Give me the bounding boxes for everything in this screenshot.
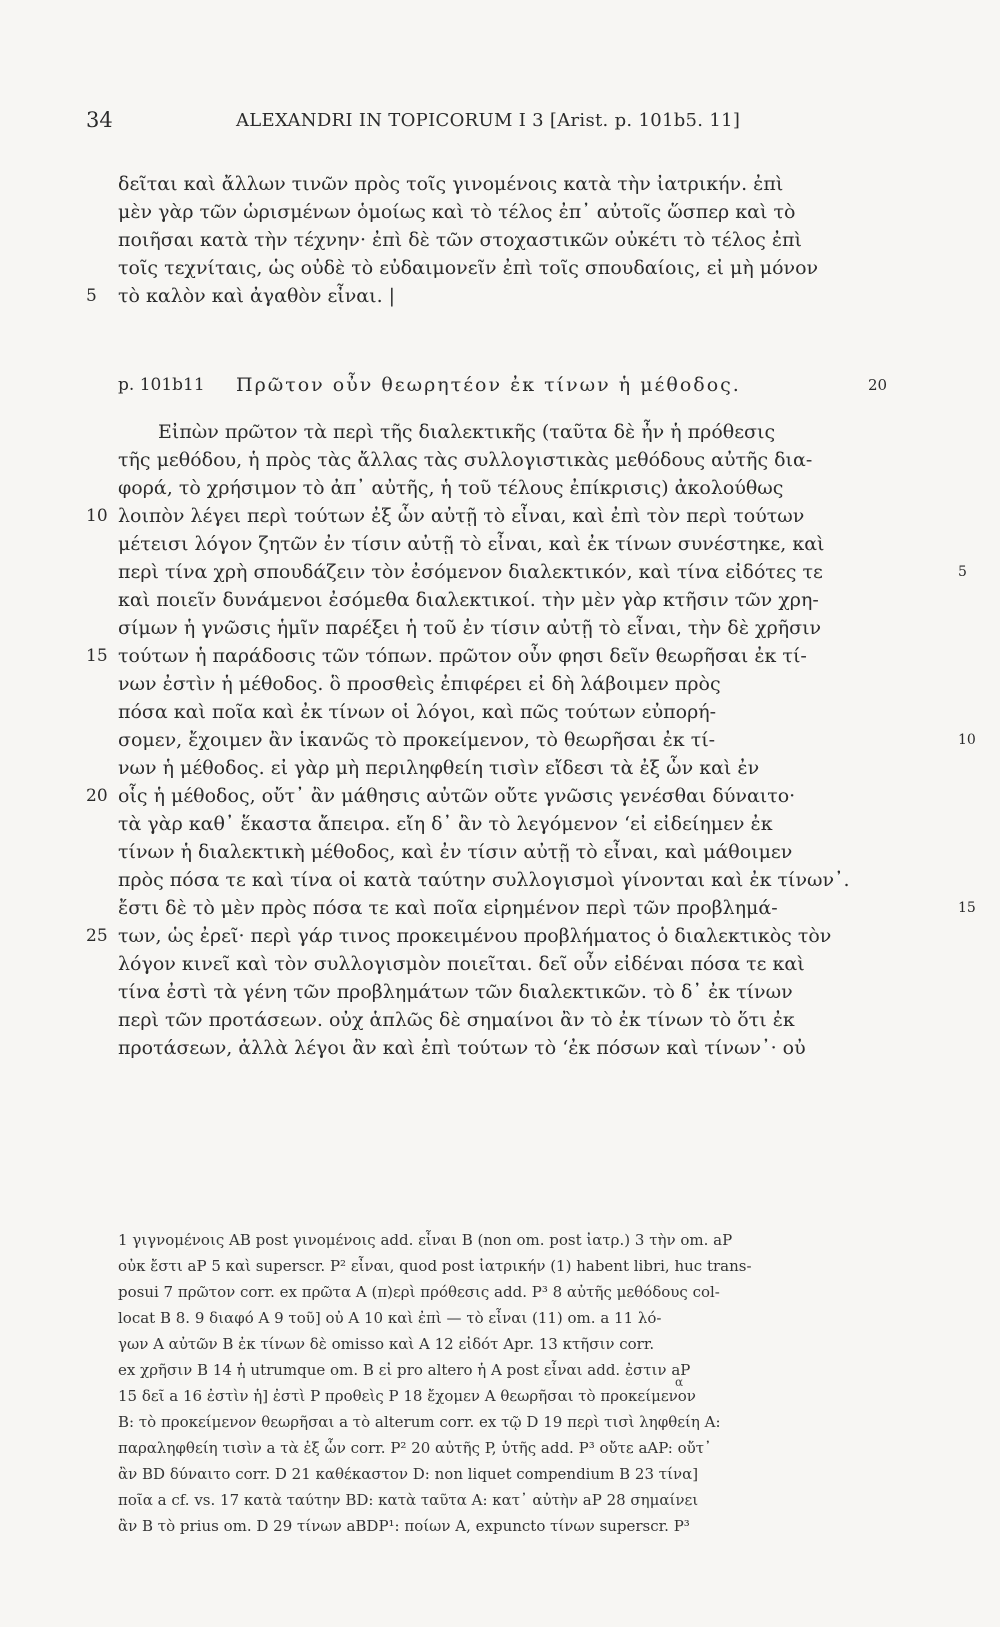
text-line: σομεν, ἔχοιμεν ἂν ἱκανῶς τὸ προκείμενον, τὸ θεωρῆσαι ἐκ τί- <box>118 729 716 751</box>
margin-number: 10 <box>958 732 976 748</box>
aristotle-reference: p. 101b11 <box>118 375 205 395</box>
text-line: ποιῆσαι κατὰ τὴν τέχνην· ἐπὶ δὲ τῶν στοχαστικῶν οὐκέτι τὸ τέλος ἐπὶ <box>118 229 802 251</box>
margin-number: 5 <box>958 564 967 580</box>
line-number: 25 <box>86 926 108 946</box>
line-number: 15 <box>86 646 108 666</box>
margin-number: 15 <box>958 900 976 916</box>
text-line: οἷς ἡ μέθοδος, οὔτ᾽ ἂν μάθησις αὐτῶν οὔτε γνῶσις γενέσθαι δύναιτο· <box>118 785 796 807</box>
running-header <box>86 108 906 138</box>
text-line: ἔστι δὲ τὸ μὲν πρὸς πόσα τε καὶ ποῖα εἰρημένον περὶ τῶν προβλημά- <box>118 897 778 919</box>
text-line: νων ἐστὶν ἡ μέθοδος. ὃ προσθεὶς ἐπιφέρει εἰ δὴ λάβοιμεν πρὸς <box>118 673 721 695</box>
apparatus-line: B: τὸ προκείμενον θεωρῆσαι a τὸ alterum corr. ex τῷ D 19 περὶ τισὶ ληφθείη A: <box>118 1413 721 1431</box>
apparatus-line: ποῖα a cf. vs. 17 κατὰ ταύτην BD: κατὰ ταῦτα A: κατ᾽ αὐτὴν aP 28 σημαίνει <box>118 1491 699 1509</box>
text-line: των, ὡς ἐρεῖ· περὶ γάρ τινος προκειμένου προβλήματος ὁ διαλεκτικὸς τὸν <box>118 925 832 947</box>
text-line: μέτεισι λόγον ζητῶν ἐν τίσιν αὐτῇ τὸ εἶναι, καὶ ἐκ τίνων συνέστηκε, καὶ <box>118 533 825 555</box>
text-line: νων ἡ μέθοδος. εἰ γὰρ μὴ περιληφθείη τισὶν εἴδεσι τὰ ἐξ ὧν καὶ ἐν <box>118 757 760 779</box>
text-line: πρὸς πόσα τε καὶ τίνα οἱ κατὰ ταύτην συλλογισμοὶ γίνονται καὶ ἐκ τίνων᾽. <box>118 869 850 891</box>
apparatus-superscript: α <box>675 1375 684 1389</box>
apparatus-line: 15 δεῖ a 16 ἐστὶν ἡ] ἐστὶ P προθεὶς P 18 ἔχομεν A θεωρῆσαι τὸ προκείμενον <box>118 1387 696 1405</box>
text-line: σίμων ἡ γνῶσις ἡμῖν παρέξει ἡ τοῦ ἐν τίσιν αὐτῇ τὸ εἶναι, τὴν δὲ χρῆσιν <box>118 617 822 639</box>
text-line: τούτων ἡ παράδοσις τῶν τόπων. πρῶτον οὖν φησι δεῖν θεωρῆσαι ἐκ τί- <box>118 645 807 667</box>
apparatus-line: posui 7 πρῶτον corr. ex πρῶτα A (π)ερὶ πρόθεσις add. P³ 8 αὐτῆς μεθόδους col- <box>118 1283 720 1301</box>
text-line: τίνων ἡ διαλεκτικὴ μέθοδος, καὶ ἐν τίσιν αὐτῇ τὸ εἶναι, καὶ μάθοιμεν <box>118 841 793 863</box>
text-line: τῆς μεθόδου, ἡ πρὸς τὰς ἄλλας τὰς συλλογιστικὰς μεθόδους αὐτῆς δια- <box>118 449 813 471</box>
line-number: 5 <box>86 286 97 306</box>
margin-number: 20 <box>868 376 888 394</box>
text-line: τὰ γὰρ καθ᾽ ἕκαστα ἄπειρα. εἴη δ᾽ ἂν τὸ λεγόμενον ʻεἰ εἰδείημεν ἐκ <box>118 813 773 835</box>
apparatus-line: locat B 8. 9 διαφό A 9 τοῦ] οὐ A 10 καὶ ἐπὶ — τὸ εἶναι (11) om. a 11 λό- <box>118 1309 662 1327</box>
line-number: 10 <box>86 506 108 526</box>
text-line: περὶ τῶν προτάσεων. οὐχ ἁπλῶς δὲ σημαίνοι ἂν τὸ ἐκ τίνων τὸ ὅτι ἐκ <box>118 1009 795 1031</box>
text-line: Εἰπὼν πρῶτον τὰ περὶ τῆς διαλεκτικῆς (ταῦτα δὲ ἦν ἡ πρόθεσις <box>158 421 776 443</box>
apparatus-line: γων A αὐτῶν B ἐκ τίνων δὲ omisso καὶ A 12 εἰδότ Apr. 13 κτῆσιν corr. <box>118 1335 655 1353</box>
text-line: τίνα ἐστὶ τὰ γένη τῶν προβλημάτων τῶν διαλεκτικῶν. τὸ δ᾽ ἐκ τίνων <box>118 981 793 1003</box>
text-line: τοῖς τεχνίταις, ὡς οὐδὲ τὸ εὐδαιμονεῖν ἐπὶ τοῖς σπουδαίοις, εἰ μὴ μόνον <box>118 257 819 279</box>
text-line: λόγον κινεῖ καὶ τὸν συλλογισμὸν ποιεῖται. δεῖ οὖν εἰδέναι πόσα τε καὶ <box>118 953 805 975</box>
page-number: 34 <box>86 108 113 132</box>
lemma-text: Πρῶτον οὖν θεωρητέον ἐκ τίνων ἡ μέθοδος. <box>236 374 741 396</box>
apparatus-line: παραληφθείη τισὶν a τὰ ἐξ ὧν corr. P² 20 αὐτῆς P, ὑτῆς add. P³ οὔτε aAP: οὔτ᾽ <box>118 1439 712 1457</box>
text-line: φορά, τὸ χρήσιμον τὸ ἀπ᾽ αὐτῆς, ἡ τοῦ τέλους ἐπίκρισις) ἀκολούθως <box>118 477 784 499</box>
running-title: ALEXANDRI IN TOPICORUM I 3 [Arist. p. 101b5. 11] <box>236 110 741 131</box>
lemma-heading <box>118 370 998 400</box>
text-line: καὶ ποιεῖν δυνάμενοι ἐσόμεθα διαλεκτικοί. τὴν μὲν γὰρ κτῆσιν τῶν χρη- <box>118 589 819 611</box>
apparatus-line: ἂν B τὸ prius om. D 29 τίνων aBDP¹: ποίων A, expuncto τίνων superscr. P³ <box>118 1517 690 1535</box>
text-line: προτάσεων, ἀλλὰ λέγοι ἂν καὶ ἐπὶ τούτων τὸ ʻἐκ πόσων καὶ τίνων᾽· οὐ <box>118 1037 806 1059</box>
text-line: δεῖται καὶ ἄλλων τινῶν πρὸς τοῖς γινομένοις κατὰ τὴν ἰατρικήν. ἐπὶ <box>118 173 784 195</box>
apparatus-line: ἂν BD δύναιτο corr. D 21 καθέκαστον D: non liquet compendium B 23 τίνα] <box>118 1465 699 1483</box>
line-number: 20 <box>86 786 108 806</box>
text-line: λοιπὸν λέγει περὶ τούτων ἐξ ὧν αὐτῇ τὸ εἶναι, καὶ ἐπὶ τὸν περὶ τούτων <box>118 505 805 527</box>
text-line: πόσα καὶ ποῖα καὶ ἐκ τίνων οἱ λόγοι, καὶ πῶς τούτων εὐπορή- <box>118 701 717 723</box>
text-line: μὲν γὰρ τῶν ὡρισμένων ὁμοίως καὶ τὸ τέλος ἐπ᾽ αὐτοῖς ὥσπερ καὶ τὸ <box>118 201 796 223</box>
apparatus-line: ex χρῆσιν B 14 ἡ utrumque om. B εἰ pro altero ἡ A post εἶναι add. ἐστιν aP <box>118 1361 691 1379</box>
text-line: περὶ τίνα χρὴ σπουδάζειν τὸν ἐσόμενον διαλεκτικόν, καὶ τίνα εἰδότες τε <box>118 561 823 583</box>
text-line: τὸ καλὸν καὶ ἀγαθὸν εἶναι. | <box>118 285 396 307</box>
apparatus-line: οὐκ ἔστι aP 5 καὶ superscr. P² εἶναι, quod post ἰατρικήν (1) habent libri, huc trans- <box>118 1257 752 1275</box>
apparatus-line: 1 γιγνομένοις AB post γινομένοις add. εἶναι B (non om. post ἰατρ.) 3 τὴν om. aP <box>118 1231 733 1249</box>
